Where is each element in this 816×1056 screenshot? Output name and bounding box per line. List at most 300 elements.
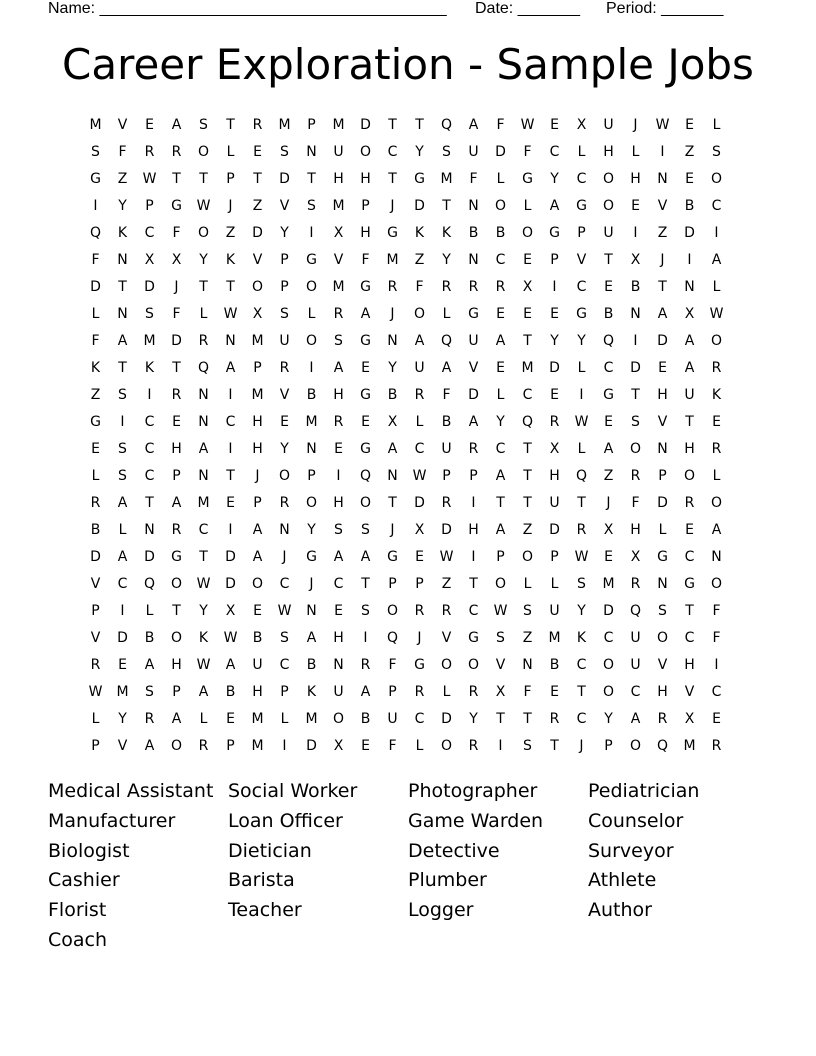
word-bank-item: Teacher	[228, 899, 302, 922]
grid-letter: O	[197, 144, 210, 160]
grid-letter: T	[523, 441, 532, 457]
grid-letter: D	[549, 522, 560, 538]
grid-letter: A	[117, 549, 128, 565]
grid-row	[82, 519, 730, 546]
name-field-label: Name: _______________________________________	[48, 0, 447, 17]
grid-letter: E	[712, 711, 721, 727]
grid-letter: N	[198, 387, 209, 403]
grid-letter: R	[441, 603, 452, 619]
grid-letter: E	[658, 360, 667, 376]
grid-letter: D	[279, 171, 290, 187]
grid-letter: S	[91, 144, 100, 160]
grid-letter: W	[574, 414, 589, 430]
grid-letter: H	[333, 171, 344, 187]
grid-letter: C	[522, 387, 533, 403]
grid-letter: C	[495, 252, 506, 268]
grid-letter: G	[360, 333, 371, 349]
grid-letter: K	[198, 630, 209, 646]
grid-letter: S	[145, 306, 154, 322]
grid-letter: A	[144, 657, 155, 673]
grid-letter: W	[142, 171, 157, 187]
grid-letter: N	[306, 603, 317, 619]
grid-letter: T	[685, 603, 694, 619]
grid-letter: F	[172, 225, 181, 241]
grid-letter: M	[602, 576, 615, 592]
grid-letter: K	[711, 387, 722, 403]
grid-letter: T	[118, 360, 127, 376]
grid-letter: M	[521, 360, 534, 376]
grid-letter: R	[495, 279, 506, 295]
grid-letter: S	[118, 387, 127, 403]
word-bank	[48, 780, 768, 959]
grid-letter: I	[660, 144, 665, 160]
grid-letter: T	[172, 603, 181, 619]
grid-letter: A	[171, 711, 182, 727]
grid-letter: I	[687, 252, 692, 268]
grid-letter: G	[684, 576, 695, 592]
grid-letter: E	[550, 306, 559, 322]
grid-letter: E	[334, 603, 343, 619]
grid-letter: E	[550, 684, 559, 700]
grid-letter: A	[360, 306, 371, 322]
grid-letter: G	[306, 549, 317, 565]
grid-letter: C	[711, 684, 722, 700]
grid-letter: M	[278, 117, 291, 133]
grid-letter: K	[144, 360, 155, 376]
grid-letter: P	[550, 252, 559, 268]
grid-letter: T	[685, 414, 694, 430]
grid-letter: I	[120, 414, 125, 430]
grid-letter: G	[360, 441, 371, 457]
grid-letter: P	[388, 684, 397, 700]
grid-letter: Y	[118, 198, 127, 214]
grid-letter: I	[309, 225, 314, 241]
grid-letter: P	[172, 684, 181, 700]
grid-letter: X	[252, 306, 263, 322]
grid-letter: W	[223, 306, 238, 322]
grid-letter: A	[684, 333, 695, 349]
grid-letter: F	[172, 306, 181, 322]
grid-letter: O	[602, 684, 615, 700]
grid-letter: C	[603, 360, 614, 376]
grid-letter: I	[633, 333, 638, 349]
grid-letter: V	[576, 252, 587, 268]
grid-letter: H	[360, 171, 371, 187]
grid-letter: I	[336, 468, 341, 484]
grid-letter: O	[170, 738, 183, 754]
grid-letter: E	[496, 306, 505, 322]
grid-letter: T	[253, 171, 262, 187]
grid-letter: I	[147, 387, 152, 403]
grid-letter: X	[414, 522, 425, 538]
grid-letter: Q	[575, 468, 588, 484]
grid-letter: R	[144, 711, 155, 727]
grid-letter: E	[523, 306, 532, 322]
grid-letter: V	[333, 252, 344, 268]
grid-letter: T	[361, 576, 370, 592]
grid-letter: L	[712, 279, 721, 295]
word-bank-item: Barista	[228, 869, 295, 892]
grid-letter: V	[468, 360, 479, 376]
grid-letter: R	[279, 495, 290, 511]
grid-letter: A	[360, 684, 371, 700]
grid-letter: R	[279, 360, 290, 376]
grid-letter: C	[414, 441, 425, 457]
grid-letter: R	[198, 333, 209, 349]
grid-row	[82, 249, 730, 276]
grid-letter: A	[468, 117, 479, 133]
grid-letter: G	[387, 225, 398, 241]
grid-letter: O	[683, 468, 696, 484]
grid-letter: M	[386, 252, 399, 268]
grid-letter: O	[656, 630, 669, 646]
grid-letter: F	[523, 144, 532, 160]
grid-letter: A	[711, 252, 722, 268]
grid-letter: Z	[441, 576, 452, 592]
grid-letter: X	[549, 441, 560, 457]
grid-letter: V	[117, 738, 128, 754]
grid-letter: P	[226, 171, 235, 187]
grid-letter: O	[278, 468, 291, 484]
grid-letter: E	[91, 441, 100, 457]
grid-letter: G	[522, 171, 533, 187]
grid-letter: U	[603, 117, 614, 133]
grid-letter: G	[90, 414, 101, 430]
grid-letter: G	[414, 171, 425, 187]
grid-letter: H	[603, 144, 614, 160]
grid-letter: T	[550, 738, 559, 754]
word-bank-item: Surveyor	[588, 839, 674, 862]
grid-letter: D	[360, 117, 371, 133]
grid-letter: P	[253, 360, 262, 376]
grid-letter: O	[305, 279, 318, 295]
grid-letter: Y	[469, 711, 478, 727]
grid-letter: H	[252, 441, 263, 457]
grid-letter: H	[549, 468, 560, 484]
grid-letter: H	[171, 441, 182, 457]
grid-letter: B	[630, 279, 641, 295]
grid-letter: I	[552, 279, 557, 295]
grid-letter: N	[684, 279, 695, 295]
grid-letter: O	[494, 576, 507, 592]
grid-letter: S	[280, 144, 289, 160]
grid-letter: O	[413, 306, 426, 322]
grid-letter: Y	[577, 333, 586, 349]
grid-letter: P	[145, 198, 154, 214]
grid-letter: C	[144, 225, 155, 241]
grid-letter: U	[630, 657, 641, 673]
word-bank-item: Plumber	[408, 869, 487, 892]
grid-letter: R	[171, 387, 182, 403]
grid-letter: L	[442, 684, 451, 700]
grid-letter: B	[360, 711, 371, 727]
grid-letter: F	[388, 657, 397, 673]
grid-letter: A	[171, 495, 182, 511]
grid-letter: E	[712, 414, 721, 430]
grid-letter: H	[468, 522, 479, 538]
grid-letter: D	[549, 360, 560, 376]
grid-letter: T	[631, 387, 640, 403]
grid-letter: W	[277, 603, 292, 619]
grid-letter: W	[655, 117, 670, 133]
grid-letter: L	[712, 468, 721, 484]
grid-letter: P	[307, 117, 316, 133]
grid-letter: U	[252, 657, 263, 673]
grid-letter: G	[549, 225, 560, 241]
grid-letter: Q	[440, 117, 453, 133]
grid-letter: N	[387, 468, 398, 484]
grid-letter: N	[306, 144, 317, 160]
grid-letter: D	[630, 360, 641, 376]
grid-letter: M	[251, 333, 264, 349]
grid-row	[82, 168, 730, 195]
grid-letter: L	[577, 441, 586, 457]
grid-letter: J	[417, 630, 422, 646]
grid-letter: R	[198, 738, 209, 754]
grid-letter: R	[630, 468, 641, 484]
grid-letter: M	[548, 630, 561, 646]
grid-letter: N	[657, 441, 668, 457]
grid-letter: A	[117, 495, 128, 511]
grid-letter: M	[143, 333, 156, 349]
date-field-label: Date: _______	[475, 0, 580, 17]
grid-letter: D	[441, 522, 452, 538]
grid-letter: L	[118, 522, 127, 538]
grid-letter: F	[118, 144, 127, 160]
grid-letter: E	[118, 657, 127, 673]
grid-letter: M	[332, 279, 345, 295]
grid-letter: X	[495, 684, 506, 700]
grid-letter: C	[279, 657, 290, 673]
grid-letter: O	[359, 495, 372, 511]
grid-letter: R	[414, 387, 425, 403]
grid-letter: S	[280, 306, 289, 322]
grid-letter: B	[549, 657, 560, 673]
grid-letter: H	[684, 657, 695, 673]
grid-letter: C	[603, 630, 614, 646]
grid-letter: R	[549, 711, 560, 727]
grid-row	[82, 546, 730, 573]
grid-letter: G	[360, 387, 371, 403]
grid-letter: P	[469, 468, 478, 484]
grid-letter: I	[228, 387, 233, 403]
grid-letter: A	[225, 657, 236, 673]
grid-letter: B	[495, 225, 506, 241]
grid-letter: T	[658, 279, 667, 295]
grid-letter: M	[251, 738, 264, 754]
grid-letter: U	[468, 144, 479, 160]
grid-letter: A	[468, 414, 479, 430]
grid-letter: C	[144, 441, 155, 457]
grid-letter: O	[440, 657, 453, 673]
grid-letter: A	[414, 333, 425, 349]
grid-letter: G	[360, 279, 371, 295]
grid-letter: N	[657, 171, 668, 187]
grid-letter: O	[521, 225, 534, 241]
grid-letter: R	[252, 117, 263, 133]
grid-letter: V	[90, 630, 101, 646]
grid-letter: T	[226, 117, 235, 133]
grid-letter: V	[279, 387, 290, 403]
grid-letter: E	[496, 360, 505, 376]
grid-letter: C	[198, 522, 209, 538]
grid-letter: J	[228, 198, 233, 214]
grid-letter: F	[415, 279, 424, 295]
grid-letter: T	[388, 495, 397, 511]
grid-letter: Z	[603, 468, 614, 484]
word-bank-item: Photographer	[408, 780, 538, 802]
grid-letter: R	[630, 576, 641, 592]
word-bank-item: Logger	[408, 899, 474, 922]
grid-letter: E	[550, 117, 559, 133]
grid-letter: D	[414, 198, 425, 214]
grid-letter: W	[439, 549, 454, 565]
grid-letter: P	[172, 468, 181, 484]
grid-letter: P	[604, 738, 613, 754]
grid-row	[82, 735, 730, 762]
grid-letter: T	[523, 495, 532, 511]
grid-letter: L	[199, 711, 208, 727]
grid-letter: T	[577, 684, 586, 700]
grid-letter: L	[523, 576, 532, 592]
grid-letter: T	[604, 252, 613, 268]
grid-letter: E	[226, 711, 235, 727]
grid-letter: M	[305, 711, 318, 727]
grid-letter: I	[120, 603, 125, 619]
grid-letter: E	[334, 441, 343, 457]
grid-letter: I	[93, 198, 98, 214]
grid-letter: D	[414, 495, 425, 511]
grid-letter: C	[333, 576, 344, 592]
grid-letter: Y	[496, 414, 505, 430]
grid-letter: Y	[388, 360, 397, 376]
grid-letter: A	[495, 333, 506, 349]
grid-letter: H	[333, 387, 344, 403]
grid-letter: E	[361, 738, 370, 754]
grid-letter: J	[660, 252, 665, 268]
grid-letter: U	[279, 333, 290, 349]
grid-letter: S	[361, 603, 370, 619]
grid-letter: I	[228, 522, 233, 538]
grid-letter: P	[307, 468, 316, 484]
grid-letter: R	[441, 279, 452, 295]
grid-letter: L	[442, 306, 451, 322]
grid-letter: D	[144, 279, 155, 295]
grid-letter: P	[361, 198, 370, 214]
grid-letter: C	[576, 711, 587, 727]
grid-letter: T	[145, 495, 154, 511]
grid-letter: A	[630, 711, 641, 727]
grid-letter: W	[196, 657, 211, 673]
grid-letter: U	[549, 603, 560, 619]
grid-letter: R	[387, 279, 398, 295]
grid-letter: O	[440, 738, 453, 754]
grid-letter: T	[199, 279, 208, 295]
grid-letter: P	[280, 684, 289, 700]
grid-letter: L	[577, 360, 586, 376]
grid-letter: U	[468, 333, 479, 349]
grid-letter: H	[630, 522, 641, 538]
grid-letter: X	[333, 738, 344, 754]
grid-letter: D	[171, 333, 182, 349]
grid-letter: I	[714, 225, 719, 241]
grid-letter: E	[685, 117, 694, 133]
grid-letter: H	[333, 495, 344, 511]
grid-letter: E	[226, 495, 235, 511]
grid-letter: R	[711, 738, 722, 754]
grid-letter: A	[657, 306, 668, 322]
grid-letter: E	[631, 198, 640, 214]
grid-letter: E	[415, 549, 424, 565]
grid-letter: C	[414, 711, 425, 727]
grid-letter: B	[225, 684, 236, 700]
grid-letter: R	[144, 144, 155, 160]
grid-letter: T	[469, 576, 478, 592]
grid-letter: U	[387, 711, 398, 727]
grid-letter: E	[685, 522, 694, 538]
grid-letter: O	[467, 657, 480, 673]
grid-letter: F	[91, 333, 100, 349]
grid-letter: R	[576, 522, 587, 538]
grid-letter: C	[387, 144, 398, 160]
grid-letter: B	[144, 630, 155, 646]
grid-letter: M	[251, 711, 264, 727]
grid-letter: E	[550, 387, 559, 403]
grid-letter: A	[333, 360, 344, 376]
grid-letter: D	[495, 144, 506, 160]
grid-letter: X	[225, 603, 236, 619]
grid-row	[82, 492, 730, 519]
grid-letter: O	[305, 333, 318, 349]
grid-letter: B	[252, 630, 263, 646]
grid-letter: Z	[522, 522, 533, 538]
grid-letter: A	[684, 360, 695, 376]
grid-letter: G	[387, 549, 398, 565]
grid-letter: P	[658, 468, 667, 484]
grid-letter: N	[468, 252, 479, 268]
word-bank-item: Social Worker	[228, 780, 358, 802]
grid-letter: D	[684, 225, 695, 241]
grid-letter: V	[657, 198, 668, 214]
grid-letter: C	[144, 468, 155, 484]
grid-letter: K	[225, 252, 236, 268]
grid-letter: L	[496, 387, 505, 403]
grid-letter: Z	[684, 144, 695, 160]
grid-letter: K	[441, 225, 452, 241]
grid-letter: A	[495, 522, 506, 538]
grid-row	[82, 222, 730, 249]
grid-letter: G	[171, 549, 182, 565]
grid-row	[82, 573, 730, 600]
grid-letter: T	[523, 468, 532, 484]
grid-letter: Z	[225, 225, 236, 241]
grid-letter: M	[332, 198, 345, 214]
grid-letter: A	[495, 468, 506, 484]
grid-letter: V	[657, 657, 668, 673]
word-bank-item: Counselor	[588, 809, 684, 832]
grid-letter: N	[711, 549, 722, 565]
grid-letter: S	[280, 630, 289, 646]
grid-letter: I	[282, 738, 287, 754]
grid-letter: L	[577, 144, 586, 160]
grid-letter: L	[550, 576, 559, 592]
grid-row	[82, 438, 730, 465]
grid-letter: P	[496, 549, 505, 565]
grid-letter: H	[684, 441, 695, 457]
grid-letter: S	[334, 333, 343, 349]
grid-letter: X	[171, 252, 182, 268]
grid-letter: M	[89, 117, 102, 133]
